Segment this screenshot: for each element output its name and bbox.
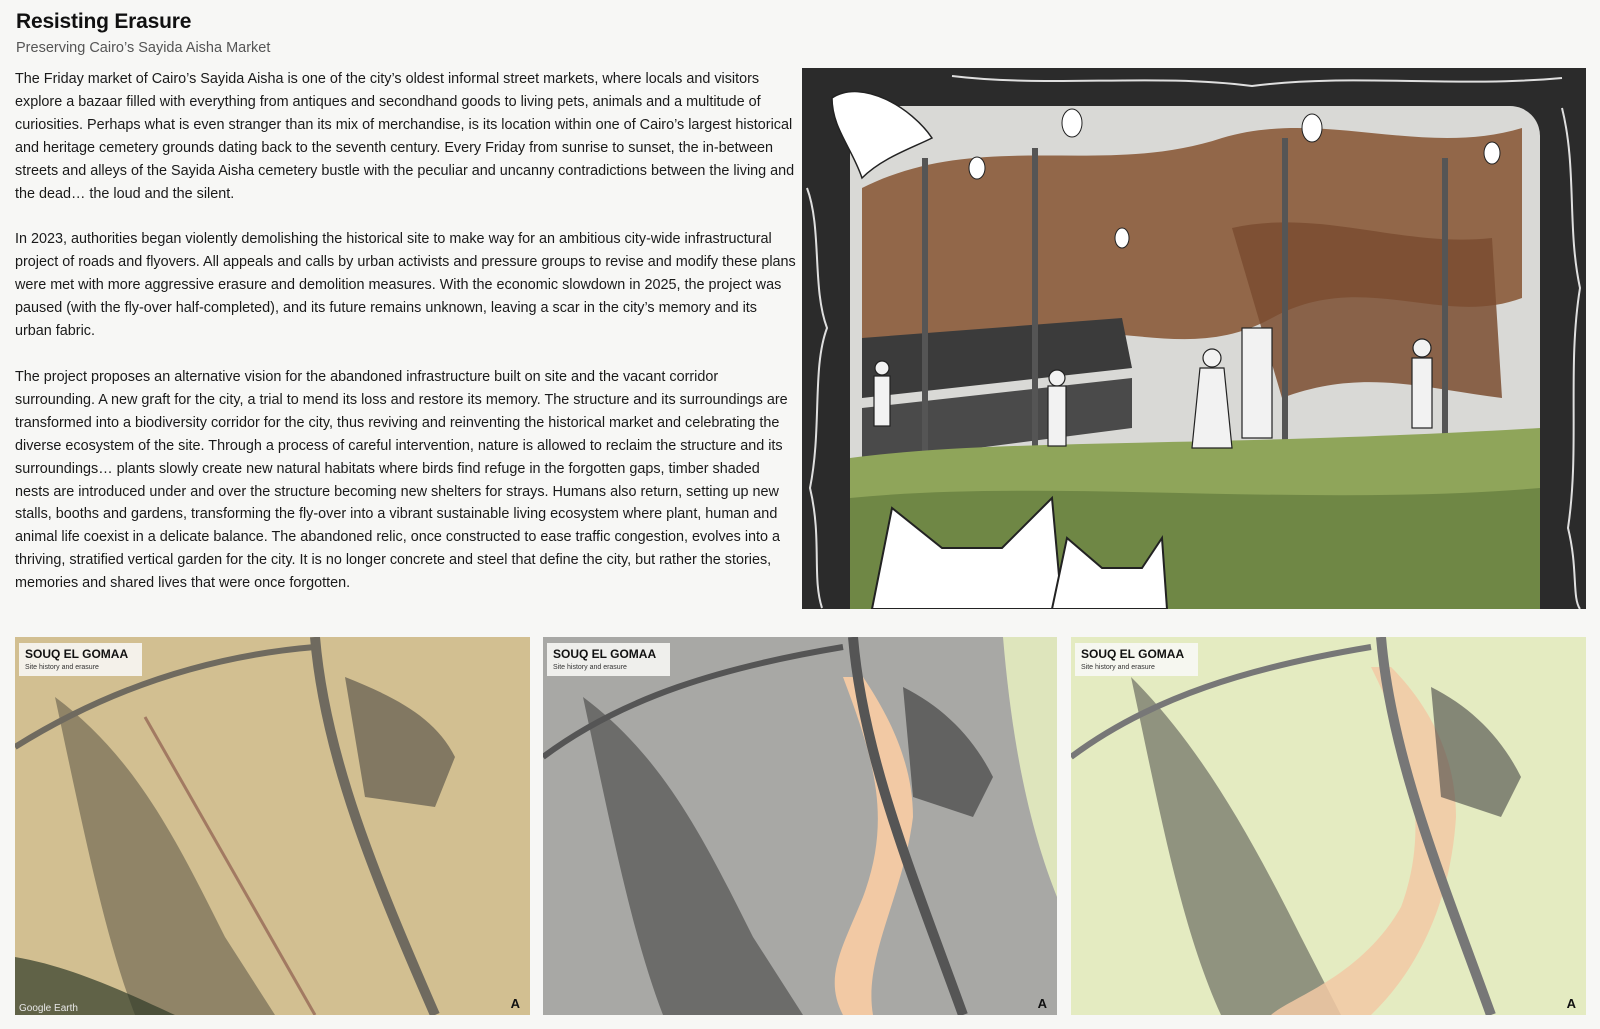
map-label-title: SOUQ EL GOMAA xyxy=(553,647,657,661)
map-credit: Google Earth xyxy=(19,1003,78,1014)
site-map-1-aerial xyxy=(15,637,530,1015)
map-label-subtitle: Site history and erasure xyxy=(1081,664,1155,671)
site-map-2 xyxy=(543,637,1057,1015)
site-map-3-aerial xyxy=(1071,637,1586,1015)
hero-illustration xyxy=(802,68,1586,609)
north-arrow-icon: A xyxy=(1566,996,1576,1011)
hero-illustration-drawing xyxy=(802,68,1586,609)
map-label-3 xyxy=(1075,643,1198,676)
paragraph-3: The project proposes an alternative vision for the abandoned infrastructure built on site and the vacant corridor surrounding. A new graft for the city, a trial to mend its loss and restore its memory. The structure and its surroundings are transformed into a biodiversity corridor for the city, thus reviving and reinventing the historical market and celebrating the diverse ecosystem of the site. Through a process of careful intervention, nature is allowed to reclaim the structure and its surroundings… plants slowly create new natural habitats where birds find refuge in the forgotten gaps, timber shaded nests are introduced under and over the structure becoming new shelters for strays. Humans also return, setting up new stalls, booths and gardens, transforming the fly-over into a vibrant sustainable living ecosystem where plant, human and animal life coexist in a delicate balance. The abandoned relic, once constructed to ease traffic congestion, evolves into a thriving, stratified vertical garden for the city. It is no longer concrete and steel that define the city, but rather the stories, memories and shared lives that were once forgotten. xyxy=(15,368,788,592)
page-subtitle: Preserving Cairo’s Sayida Aisha Market xyxy=(16,40,271,56)
page-title: Resisting Erasure xyxy=(16,10,192,33)
body-text xyxy=(15,68,797,618)
site-map-1 xyxy=(15,637,530,1015)
paragraph-1: The Friday market of Cairo’s Sayida Aisha is one of the city’s oldest informal street markets, where locals and visitors explore a bazaar filled with everything from antiques and secondhand goods to living pets, animals and a multitude of curiosities. Perhaps what is even stranger than its mix of merchandise, is its location within one of Cairo’s largest historical and heritage cemetery grounds dating back to the seventh century. Every Friday from sunrise to sunset, the in-between streets and alleys of the Sayida Aisha cemetery bustle with the peculiar and uncanny contradictions between the living and the dead… the loud and the silent. xyxy=(15,71,795,202)
map-label-1 xyxy=(19,643,142,676)
map-label-title: SOUQ EL GOMAA xyxy=(1081,647,1185,661)
north-arrow-icon: A xyxy=(1037,996,1047,1011)
map-label-title: SOUQ EL GOMAA xyxy=(25,647,129,661)
map-label-subtitle: Site history and erasure xyxy=(553,664,627,671)
site-map-3 xyxy=(1071,637,1586,1015)
map-label-2 xyxy=(547,643,670,676)
map-label-subtitle: Site history and erasure xyxy=(25,664,99,671)
paragraph-2: In 2023, authorities began violently demolishing the historical site to make way for an ambitious city-wide infrastructural project of roads and flyovers. All appeals and calls by urban activists and pressure groups to revise and modify these plans were met with more aggressive erasure and demolition measures. With the economic slowdown in 2025, the project was paused (with the fly-over half-completed), and its future remains unknown, leaving a scar in the city’s memory and its urban fabric. xyxy=(15,231,796,340)
north-arrow-icon: A xyxy=(510,996,520,1011)
site-map-2-aerial xyxy=(543,637,1057,1015)
